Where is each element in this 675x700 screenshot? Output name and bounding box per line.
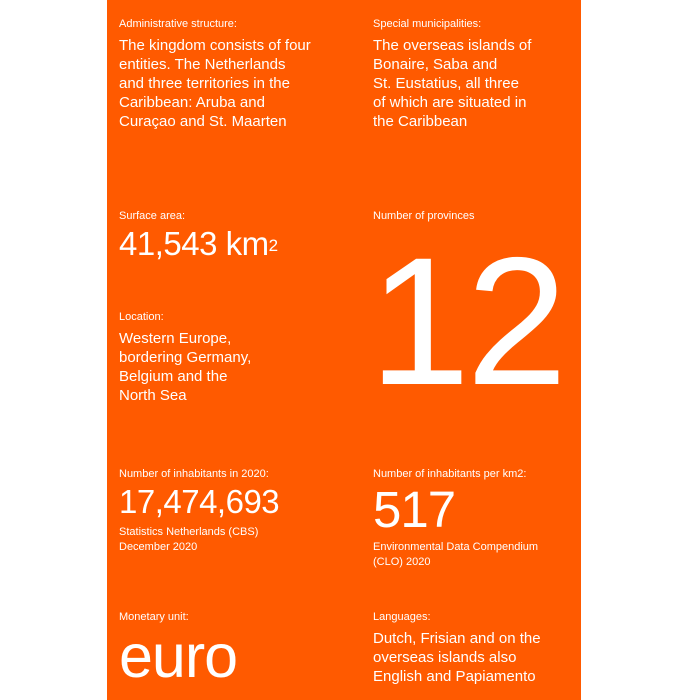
languages-section	[373, 610, 541, 686]
admin-structure-line: The kingdom consists of four	[119, 37, 311, 54]
special-municipalities-label: Special municipalities:	[373, 18, 482, 30]
location-section	[119, 310, 251, 405]
inhabitants-source-line: December 2020	[119, 541, 198, 553]
special-municipalities-section	[373, 17, 531, 131]
languages-line: English and Papiamento	[373, 668, 536, 685]
provinces-label: Number of provinces	[373, 210, 475, 222]
density-source-line: (CLO) 2020	[373, 556, 431, 568]
currency-section	[119, 610, 238, 690]
admin-structure-line: Curaçao and St. Maarten	[119, 113, 287, 130]
inhabitants-value: 17,474,693	[119, 483, 280, 520]
special-municipalities-line: of which are situated in	[373, 94, 527, 111]
location-line: North Sea	[119, 387, 187, 404]
admin-structure-text	[119, 36, 311, 131]
admin-structure-line: entities. The Netherlands	[119, 56, 286, 73]
surface-area-number: 41,543 km	[119, 225, 269, 262]
density-source-line: Environmental Data Compendium	[373, 541, 539, 553]
languages-line: Dutch, Frisian and on the	[373, 630, 541, 647]
location-line: Belgium and the	[119, 368, 228, 385]
density-section	[373, 467, 538, 570]
languages-text	[373, 629, 541, 686]
admin-structure-section	[119, 17, 311, 131]
special-municipalities-line: St. Eustatius, all three	[373, 75, 519, 92]
inhabitants-section	[119, 467, 279, 555]
surface-area-value	[119, 227, 278, 261]
location-label: Location:	[119, 311, 164, 323]
surface-area-unit-superscript: 2	[268, 236, 278, 255]
languages-line: overseas islands also	[373, 649, 517, 666]
special-municipalities-line: The overseas islands of	[373, 37, 532, 54]
inhabitants-source-line: Statistics Netherlands (CBS)	[119, 526, 259, 538]
location-text	[119, 329, 251, 405]
surface-area-section	[119, 209, 278, 261]
admin-structure-line: and three territories in the	[119, 75, 290, 92]
special-municipalities-line: the Caribbean	[373, 113, 468, 130]
location-line: bordering Germany,	[119, 349, 252, 366]
special-municipalities-line: Bonaire, Saba and	[373, 56, 498, 73]
surface-area-label: Surface area:	[119, 210, 186, 222]
density-label: Number of inhabitants per km2:	[373, 468, 527, 480]
fact-sheet-panel	[107, 0, 581, 700]
inhabitants-label: Number of inhabitants in 2020:	[119, 468, 269, 480]
currency-label: Monetary unit:	[119, 611, 189, 623]
inhabitants-source	[119, 525, 279, 555]
location-line: Western Europe,	[119, 330, 232, 347]
density-value: 517	[373, 481, 456, 538]
special-municipalities-text	[373, 36, 531, 131]
admin-structure-line: Caribbean: Aruba and	[119, 94, 265, 111]
currency-value: euro	[119, 622, 238, 690]
admin-structure-label: Administrative structure:	[119, 18, 237, 30]
provinces-value: 12	[369, 219, 564, 423]
languages-label: Languages:	[373, 611, 431, 623]
density-source	[373, 540, 538, 570]
